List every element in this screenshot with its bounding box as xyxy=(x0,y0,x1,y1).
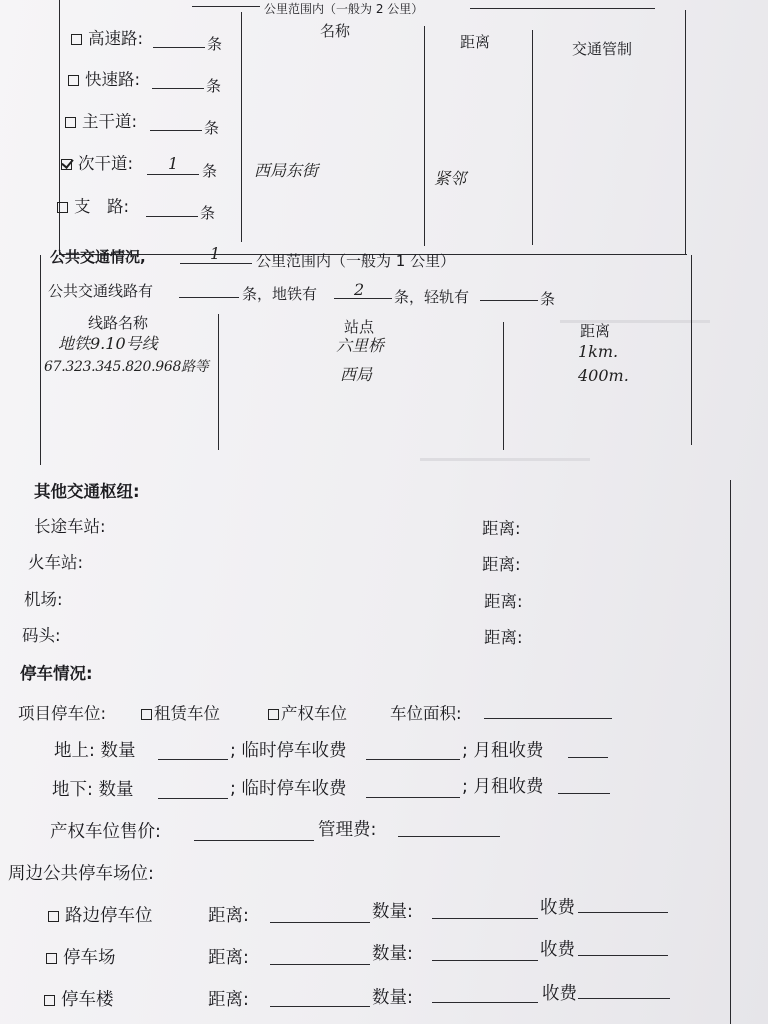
ground-monthly-fee-label: ; 月租收费 xyxy=(462,741,544,761)
public-fee-label: 收费 xyxy=(542,984,577,1004)
hub-distance-label: 距离: xyxy=(484,592,523,611)
sale-price-blank[interactable] xyxy=(194,840,314,841)
property-option-label: 产权车位 xyxy=(281,704,347,723)
area-label: 车位面积: xyxy=(390,704,462,723)
col-divider xyxy=(218,314,219,450)
transit-lines-text: 条，轻轨有 xyxy=(394,288,470,306)
parking-garage-checkbox[interactable] xyxy=(44,995,55,1006)
road-count-blank[interactable] xyxy=(146,216,198,217)
transit-radius-blank[interactable] xyxy=(180,263,252,264)
road-distance-handwritten: 紧邻 xyxy=(434,169,467,188)
public-quantity-label: 数量: xyxy=(372,988,413,1008)
street-quantity-blank[interactable] xyxy=(432,918,538,919)
street-parking-option[interactable] xyxy=(48,902,153,927)
mgmt-fee-blank[interactable] xyxy=(398,836,500,837)
highway-checkbox[interactable] xyxy=(71,34,82,45)
col-station-header: 站点 xyxy=(344,318,375,336)
col-traffic-header: 交通管制 xyxy=(572,40,633,58)
road-unit: 条 xyxy=(207,35,223,53)
public-distance-label: 距离: xyxy=(208,906,249,926)
distance-handwritten-2: 400m. xyxy=(578,366,629,385)
transit-radius-handwritten: 1 xyxy=(210,244,221,263)
hub-distance-label: 距离: xyxy=(484,628,523,647)
transit-lines-text: 公共交通线路有 xyxy=(48,282,154,300)
branch-checkbox[interactable] xyxy=(57,202,68,213)
public-parking-title: 周边公共停车场位: xyxy=(8,864,154,884)
under-monthly-fee-label: ; 月租收费 xyxy=(462,777,544,797)
road-count-blank[interactable] xyxy=(147,174,199,175)
under-quantity-label: 地下: 数量 xyxy=(52,780,134,800)
road-name-handwritten: 西局东街 xyxy=(254,161,319,180)
road-unit: 条 xyxy=(202,162,218,180)
transit-title-prefix: 公共交通情况, xyxy=(50,248,146,266)
road-count-blank[interactable] xyxy=(153,47,205,48)
road-row-highway[interactable] xyxy=(71,25,143,49)
lightrail-count-blank[interactable] xyxy=(480,300,538,301)
road-row-branch[interactable] xyxy=(57,193,129,217)
rent-checkbox[interactable] xyxy=(141,709,152,720)
parking-title: 停车情况: xyxy=(20,664,93,683)
lot-fee-blank[interactable] xyxy=(578,955,668,956)
secondary-checkbox-checked[interactable] xyxy=(61,159,72,170)
parking-lot-checkbox[interactable] xyxy=(46,953,57,964)
road-label: 快速路: xyxy=(85,70,141,89)
sale-price-label: 产权车位售价: xyxy=(50,822,161,842)
street-distance-blank[interactable] xyxy=(270,922,370,923)
ground-quantity-label: 地上: 数量 xyxy=(54,741,136,761)
lot-distance-blank[interactable] xyxy=(270,964,370,965)
road-label: 高速路: xyxy=(88,29,144,48)
station-handwritten-2: 西局 xyxy=(340,365,373,384)
line-handwritten-1: 地铁9.10号线 xyxy=(58,334,158,353)
col-divider xyxy=(241,12,242,242)
under-quantity-blank[interactable] xyxy=(158,798,228,799)
rent-option-label: 租赁车位 xyxy=(154,704,220,723)
col-distance-header: 距离 xyxy=(460,33,491,51)
under-temp-fee-blank[interactable] xyxy=(366,797,460,798)
public-quantity-label: 数量: xyxy=(372,902,413,922)
hub-long-distance: 长途车站: xyxy=(34,517,106,536)
road-count-blank[interactable] xyxy=(150,130,202,131)
road-label: 次干道: xyxy=(78,154,134,173)
bus-count-blank[interactable] xyxy=(179,297,239,298)
road-unit: 条 xyxy=(200,204,216,222)
street-parking-label: 路边停车位 xyxy=(65,906,153,926)
public-quantity-label: 数量: xyxy=(372,944,413,964)
col-divider xyxy=(532,30,533,245)
frame-right-top xyxy=(685,10,686,255)
garage-distance-blank[interactable] xyxy=(270,1006,370,1007)
hub-distance-label: 距离: xyxy=(482,555,521,574)
col-line-header: 线路名称 xyxy=(88,314,149,332)
road-unit: 条 xyxy=(204,119,220,137)
road-count-blank[interactable] xyxy=(152,88,204,89)
hub-dock: 码头: xyxy=(22,626,61,645)
transit-lines-text: 条 xyxy=(540,290,556,308)
hub-train: 火车站: xyxy=(28,553,84,572)
transit-title-suffix: 公里范围内（一般为 1 公里） xyxy=(256,252,456,270)
frame-right-mid xyxy=(691,255,692,445)
ground-temp-fee-blank[interactable] xyxy=(366,759,460,760)
road-unit: 条 xyxy=(206,77,222,95)
distance-handwritten-1: 1km. xyxy=(578,342,619,361)
parking-lot-label: 停车场 xyxy=(63,948,116,968)
road-row-secondary[interactable] xyxy=(61,150,133,174)
parking-garage-option[interactable] xyxy=(44,986,114,1011)
transit-lines-text: 条，地铁有 xyxy=(242,285,318,303)
station-handwritten-1: 六里桥 xyxy=(336,336,385,355)
rent-option[interactable] xyxy=(141,700,220,724)
property-option[interactable] xyxy=(268,700,347,724)
project-parking-label: 项目停车位: xyxy=(18,704,107,723)
under-temp-fee-label: ; 临时停车收费 xyxy=(230,779,347,799)
ground-temp-fee-label: ; 临时停车收费 xyxy=(230,741,347,761)
road-row-arterial[interactable] xyxy=(65,108,137,132)
garage-fee-blank[interactable] xyxy=(578,998,670,999)
public-fee-label: 收费 xyxy=(540,940,575,960)
road-row-expressway[interactable] xyxy=(68,66,140,90)
street-fee-blank[interactable] xyxy=(578,912,668,913)
under-monthly-fee-blank[interactable] xyxy=(558,793,610,794)
public-fee-label: 收费 xyxy=(540,898,575,918)
expressway-checkbox[interactable] xyxy=(68,75,79,86)
mgmt-fee-label: 管理费: xyxy=(318,820,377,840)
col-transit-distance-header: 距离 xyxy=(580,322,611,340)
hubs-title: 其他交通枢纽: xyxy=(34,482,140,501)
parking-lot-option[interactable] xyxy=(46,944,116,969)
road-label: 主干道: xyxy=(82,112,138,131)
hub-distance-label: 距离: xyxy=(482,519,521,538)
street-parking-checkbox[interactable] xyxy=(48,911,59,922)
public-distance-label: 距离: xyxy=(208,990,249,1010)
subway-count-handwritten: 2 xyxy=(354,280,365,299)
parking-garage-label: 停车楼 xyxy=(61,990,114,1010)
col-divider xyxy=(503,322,504,450)
road-radius-note: 公里范围内（一般为 2 公里） xyxy=(264,2,424,16)
col-name-header: 名称 xyxy=(320,22,351,40)
line-handwritten-2: 67.323.345.820.968路等 xyxy=(44,359,209,375)
bleed-mark xyxy=(420,458,590,461)
radius-blank[interactable] xyxy=(192,6,260,7)
col-divider xyxy=(424,26,425,246)
road-count-handwritten: 1 xyxy=(168,154,179,173)
public-distance-label: 距离: xyxy=(208,948,249,968)
property-checkbox[interactable] xyxy=(268,709,279,720)
header-rule xyxy=(470,8,655,9)
frame-left-mid xyxy=(40,255,41,465)
garage-quantity-blank[interactable] xyxy=(432,1002,538,1003)
ground-monthly-fee-blank[interactable] xyxy=(568,757,608,758)
area-blank[interactable] xyxy=(484,718,612,719)
road-label: 支 路: xyxy=(74,197,130,216)
frame-right-bottom xyxy=(730,480,731,1024)
lot-quantity-blank[interactable] xyxy=(432,960,538,961)
hub-airport: 机场: xyxy=(24,590,63,609)
ground-quantity-blank[interactable] xyxy=(158,759,228,760)
arterial-checkbox[interactable] xyxy=(65,117,76,128)
